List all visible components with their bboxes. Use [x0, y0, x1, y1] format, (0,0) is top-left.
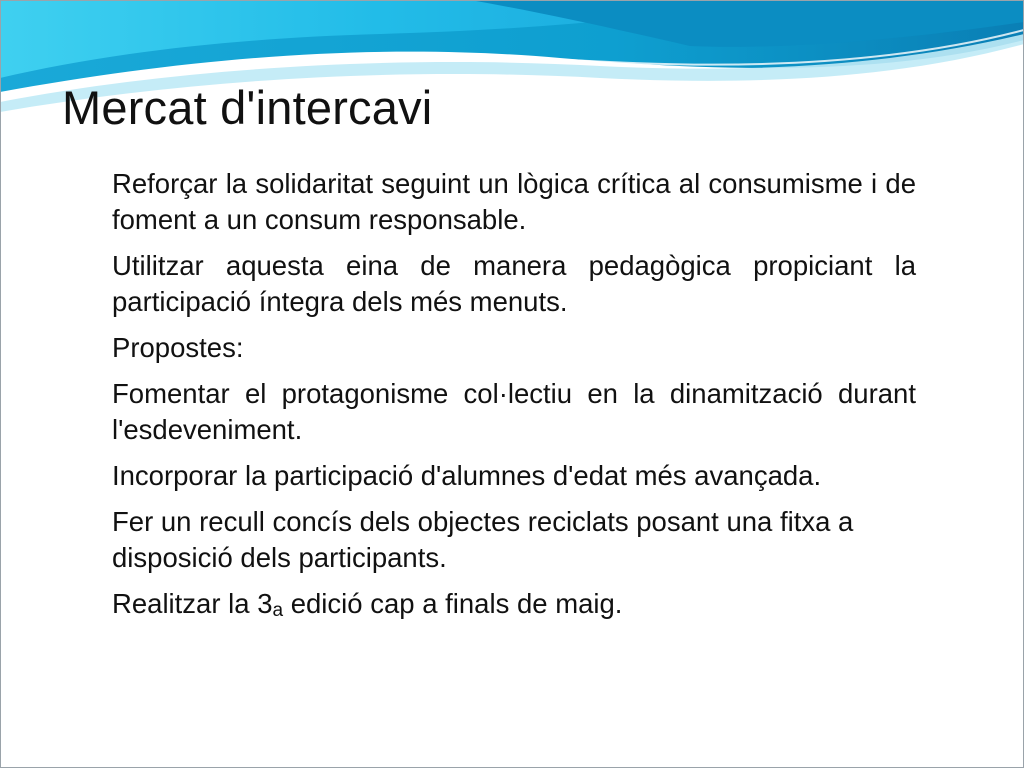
bullet-list: [112, 166, 916, 636]
slide-title: Mercat d'intercavi: [62, 81, 433, 134]
bullet-item: Incorporar la participació d'alumnes d'edat més avançada.: [112, 460, 822, 491]
bullet-item: Propostes:: [112, 332, 244, 363]
bullet-item: Fomentar el protagonisme col·lectiu en la dinamització durant l'esdeveniment.: [112, 378, 916, 445]
bullet-item: Reforçar la solidaritat seguint un lògica crítica al consumisme i de foment a un consum responsable.: [112, 168, 916, 235]
bullet-item-edition: [112, 586, 916, 626]
edition-ordinal: a: [272, 600, 284, 621]
edition-text-before: Realitzar la 3: [112, 588, 273, 619]
edition-text-after: edició cap a finals de maig.: [283, 588, 623, 619]
bullet-item: Utilitzar aquesta eina de manera pedagògica propiciant la participació íntegra dels més menuts.: [112, 250, 916, 317]
bullet-item: Fer un recull concís dels objectes reciclats posant una fitxa a disposició dels participants.: [112, 506, 854, 573]
